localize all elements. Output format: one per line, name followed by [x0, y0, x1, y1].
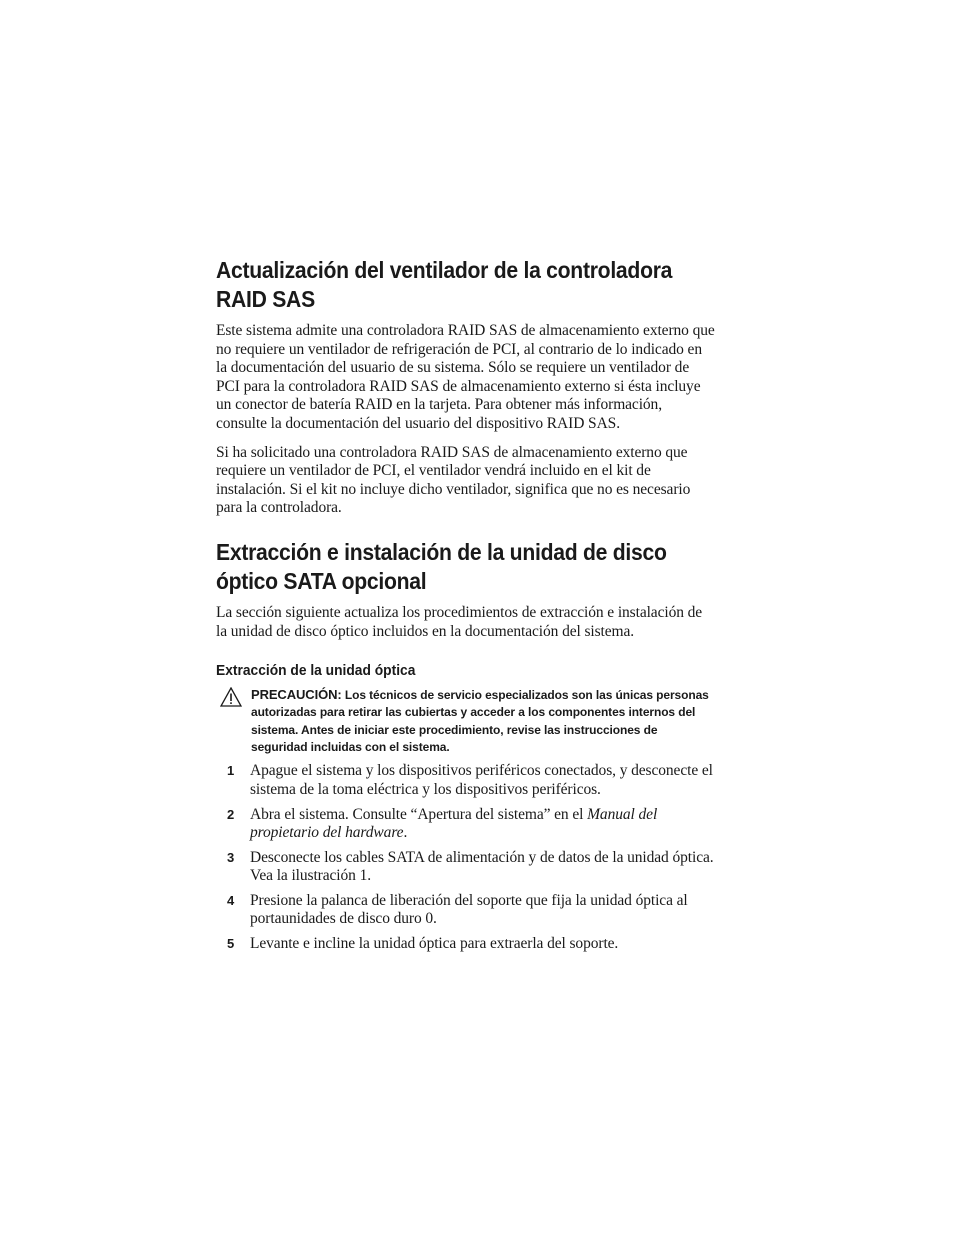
section-title-fan-update: Actualización del ventilador de la controladora RAID SAS [216, 257, 673, 312]
step-number: 3 [227, 849, 235, 865]
step-number: 5 [227, 936, 235, 952]
caution-text [251, 686, 716, 756]
section-title-optical-drive: Extracción e instalación de la unidad de disco óptico SATA opcional [216, 538, 667, 594]
manual-title: Manual del propietario del hardware [250, 805, 658, 842]
list-item [216, 935, 716, 954]
removal-steps [216, 762, 716, 953]
caution-body: Los técnicos de servicio especializados son las únicas personas autorizadas para retirar las cubiertas y acceder a los componentes internos del sistema. Antes de iniciar este procedimiento, revise las instrucciones de seguridad incluidas con el sistema. [251, 688, 709, 755]
step-number: 1 [227, 763, 235, 779]
paragraph: La sección siguiente actualiza los procedimientos de extracción e instalación de la unidad de disco óptico incluidos en la documentación del sistema. [216, 603, 703, 640]
paragraph: Si ha solicitado una controladora RAID SAS de almacenamiento externo que requiere un ventilador de PCI, el ventilador vendrá incluido en el kit de instalación. Si el kit no incluye dicho ventilador, significa que no es necesario para la controladora. [216, 443, 691, 517]
step-text: Presione la palanca de liberación del soporte que fija la unidad óptica al portaunidades de disco duro 0. [250, 891, 688, 928]
list-item [216, 806, 716, 843]
subheading-removal: Extracción de la unidad óptica [216, 662, 416, 680]
step-text: Levante e incline la unidad óptica para extraerla del soporte. [250, 935, 619, 953]
step-text: Apague el sistema y los dispositivos periféricos conectados, y desconecte el sistema de la toma eléctrica y los dispositivos periféricos. [250, 762, 713, 798]
section-optical-drive [216, 538, 716, 954]
warning-triangle-icon [220, 687, 242, 707]
step-number: 2 [227, 806, 235, 822]
list-item [216, 892, 716, 929]
list-item [216, 849, 716, 886]
caution-label: PRECAUCIÓN: [251, 687, 342, 703]
step-text-part: Abra el sistema. Consulte “Apertura del sistema” en el [250, 805, 588, 823]
step-text [250, 806, 657, 842]
step-text-part: . [403, 824, 408, 842]
step-number: 4 [227, 892, 235, 908]
list-item [216, 762, 716, 799]
document-page [216, 256, 716, 960]
paragraph: Este sistema admite una controladora RAID SAS de almacenamiento externo que no requiere un ventilador de refrigeración de PCI, al contrario de lo indicado en la documentación del usuario de su sistema. Sólo se requiere un ventilador de PCI para la controladora RAID SAS de almacenamiento externo si ésta incluye un conector de batería RAID en la tarjeta. Para obtener más información, consulte la documentación del usuario del dispositivo RAID SAS. [216, 322, 715, 432]
caution-notice [216, 686, 716, 756]
step-text: Desconecte los cables SATA de alimentación y de datos de la unidad óptica. Vea la ilustración 1. [250, 848, 714, 885]
